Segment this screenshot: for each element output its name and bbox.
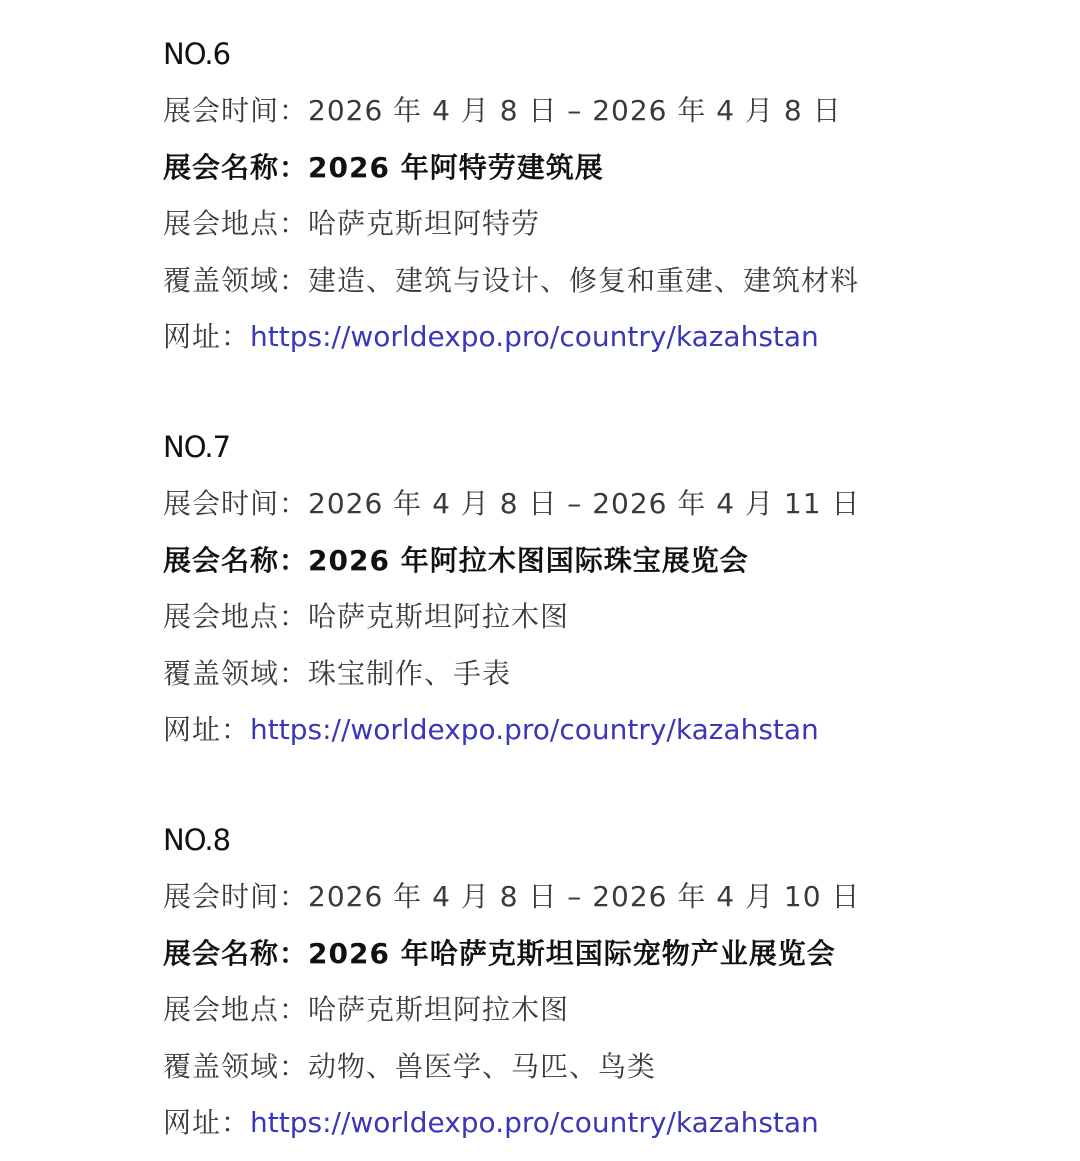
exhibition-entry-8 (163, 820, 1043, 1143)
exhibition-name: 2026 年阿特劳建筑展 (308, 150, 604, 184)
exhibition-place: 哈萨克斯坦阿拉木图 (308, 993, 570, 1026)
url-label: 网址： (163, 713, 251, 746)
exhibition-list (163, 0, 1043, 1143)
exhibition-name-row (163, 934, 1043, 974)
name-label: 展会名称： (163, 936, 309, 970)
exhibition-time-row (163, 484, 1043, 524)
exhibition-time-row (163, 877, 1043, 917)
exhibition-field: 动物、兽医学、马匹、鸟类 (308, 1049, 657, 1083)
exhibition-url-link[interactable]: https://worldexpo.pro/country/kazahstan (250, 320, 819, 353)
exhibition-place-row (163, 204, 1043, 244)
exhibition-entry-7 (163, 427, 1043, 750)
place-label: 展会地点： (163, 993, 309, 1026)
name-label: 展会名称： (163, 543, 309, 577)
exhibition-url-row (163, 1103, 1043, 1143)
exhibition-url-link[interactable]: https://worldexpo.pro/country/kazahstan (250, 713, 819, 746)
entry-number: NO.7 (163, 430, 231, 464)
field-label: 覆盖领域： (163, 1049, 309, 1083)
url-label: 网址： (163, 320, 251, 353)
exhibition-url-row (163, 317, 1043, 357)
exhibition-name-row (163, 541, 1043, 581)
exhibition-place: 哈萨克斯坦阿拉木图 (308, 600, 570, 633)
exhibition-field-row (163, 261, 1043, 301)
time-label: 展会时间： (163, 880, 309, 913)
field-label: 覆盖领域： (163, 656, 309, 690)
exhibition-name: 2026 年阿拉木图国际珠宝展览会 (308, 543, 749, 577)
exhibition-time: 2026 年 4 月 8 日 – 2026 年 4 月 11 日 (308, 487, 861, 520)
name-label: 展会名称： (163, 150, 309, 184)
field-label: 覆盖领域： (163, 263, 309, 297)
exhibition-place: 哈萨克斯坦阿特劳 (308, 207, 541, 240)
time-label: 展会时间： (163, 94, 309, 127)
url-label: 网址： (163, 1106, 251, 1139)
exhibition-field-row (163, 654, 1043, 694)
exhibition-place-row (163, 990, 1043, 1030)
time-label: 展会时间： (163, 487, 309, 520)
exhibition-entry-6 (163, 34, 1043, 357)
exhibition-field: 建造、建筑与设计、修复和重建、建筑材料 (308, 263, 860, 297)
place-label: 展会地点： (163, 600, 309, 633)
exhibition-name-row (163, 148, 1043, 188)
exhibition-url-row (163, 710, 1043, 750)
exhibition-time: 2026 年 4 月 8 日 – 2026 年 4 月 8 日 (308, 94, 842, 127)
exhibition-field-row (163, 1047, 1043, 1087)
exhibition-time: 2026 年 4 月 8 日 – 2026 年 4 月 10 日 (308, 880, 861, 913)
entry-number: NO.8 (163, 823, 231, 857)
exhibition-name: 2026 年哈萨克斯坦国际宠物产业展览会 (308, 936, 836, 970)
exhibition-field: 珠宝制作、手表 (308, 656, 512, 690)
exhibition-place-row (163, 597, 1043, 637)
exhibition-time-row (163, 91, 1043, 131)
place-label: 展会地点： (163, 207, 309, 240)
entry-number: NO.6 (163, 37, 231, 71)
exhibition-url-link[interactable]: https://worldexpo.pro/country/kazahstan (250, 1106, 819, 1139)
